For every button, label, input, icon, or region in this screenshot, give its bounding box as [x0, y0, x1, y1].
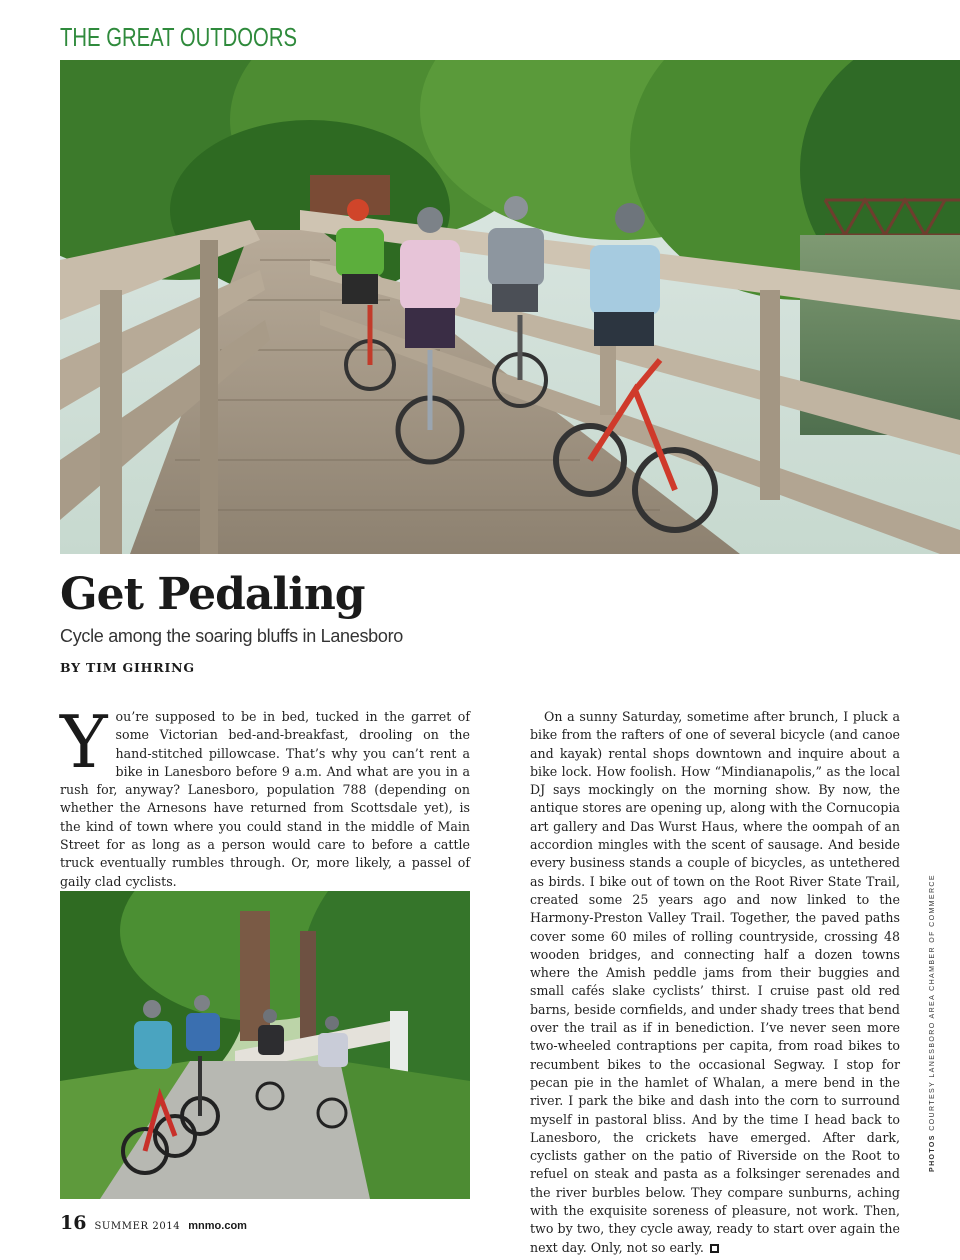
body-text-2: On a sunny Saturday, sometime after brunch, I pluck a bike from the rafters of one of several bicycle (and canoe and kayak) rental shops downtown and inquire about a bike lock. How foolish. How “Mindianapolis,” as the local DJ says mockingly on the morning show. By now, the antique stores are opening up, along with the Cornucopia art gallery and Das Wurst Haus, where the oompah of an accordion mingles with the scent of sausage. And beside every business stands a couple of bicycles, as untethered as birds. I bike out of town on the Root River State Trail, created some 25 years ago and now linked to the Harmony-Preston Valley Trail. Together, the paved paths cover some 60 miles of rolling countryside, crossing 48 wooden bridges, and connecting half a dozen towns where the Amish peddle jams from their buggies and small cafés slake cyclists’ thirst. I cruise past old red barns, beside cornfields, and under shady trees that bend over the trail as if in benediction. I’ve never seen more two-wheeled contraptions per capita, from road bikes to recumbent bikes to the occasional Segway. I stop for pecan pie in the hamlet of Whalan, a mere bend in the river. I park the bike and dash into the corn to surround myself in pastoral bliss. And by the time I head back to Lanesboro, the crickets have emerged. After dark, cyclists gather on the patio of Riverside on the Root to refuel on steak and pasta as a folksinger serenades and the river burbles below. They compare sunburns, aching with the exquisite soreness of pleasure, not work. Then, two by two, they cycle away, ready to start over again the next day. Only, not so early. — [530, 709, 900, 1255]
article-dek: Cycle among the soaring bluffs in Lanesboro — [60, 626, 403, 646]
site-url: mnmo.com — [188, 1220, 247, 1232]
section-label: THE GREAT OUTDOORS — [60, 22, 297, 52]
body-text-1: ou’re supposed to be in bed, tucked in the garret of some Victorian bed-and-breakfast, drooling on the hand-stitched pillowcase. That’s why you can’t rent a bike in Lanesboro before 9 a.m. And what are you in a rush for, anyway? Lanesboro, population 788 (depending on whether the Arnesons have returned from Scottsdale yet), is the kind of town where you could stand in the middle of Main Street for as long as a person would care to before a cattle truck eventually rumbles through. Or, more likely, a passel of gaily clad cyclists. — [60, 709, 470, 889]
photo-credit — [929, 874, 936, 1172]
body-column-1 — [60, 700, 470, 891]
trail-photo — [60, 891, 470, 1199]
page-number: 16 — [60, 1212, 87, 1234]
drop-cap: Y — [60, 700, 108, 784]
hero-photo — [60, 60, 960, 554]
body-column-2 — [530, 708, 900, 1257]
end-mark-icon — [710, 1244, 719, 1253]
photo-credit-rest: COURTESY LANESBORO AREA CHAMBER OF COMMERCE — [929, 874, 936, 1131]
issue-label: SUMMER 2014 — [94, 1221, 181, 1232]
photo-credit-lead: PHOTOS — [929, 1134, 936, 1172]
article-byline: BY TIM GIHRING — [60, 660, 195, 675]
page-footer — [60, 1212, 247, 1234]
article-headline: Get Pedaling — [60, 569, 365, 620]
